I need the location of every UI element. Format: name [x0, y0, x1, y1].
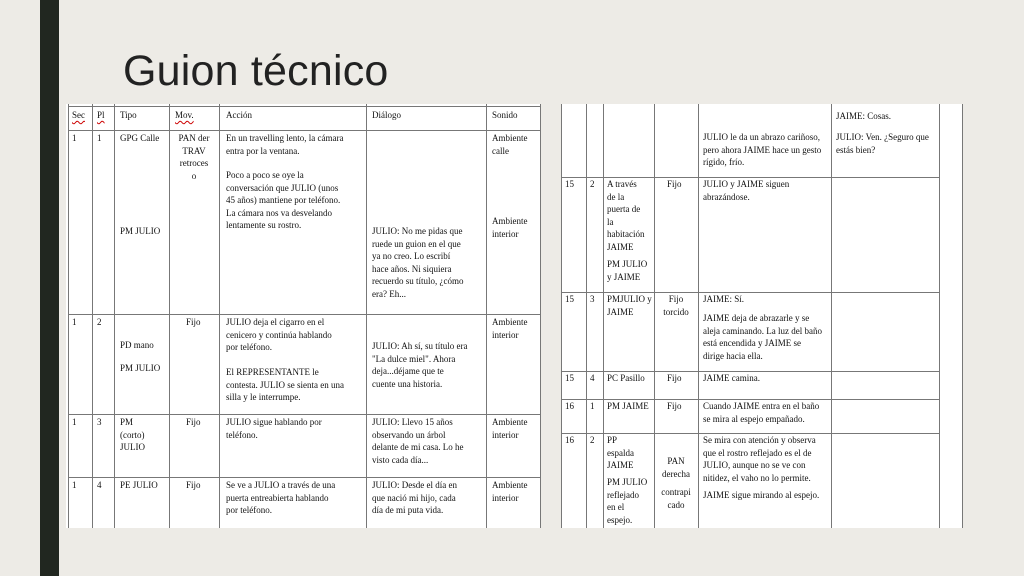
cell-accion-secondary: JAIME deja de abrazarle y se aleja caminando. La luz del baño está encendida y JAIME se dirige hacia ella.	[703, 313, 822, 361]
cell-dialogo: JULIO: No me pidas que ruede un guion en el que ya no creo. Lo escribí hace años. Ni siquiera recuerdo su título, ¿cómo era? Eh...	[372, 226, 464, 299]
slide-title: Guion técnico	[123, 47, 389, 95]
cell-pl: 1	[97, 133, 102, 143]
cell-sec: 16	[565, 401, 574, 411]
cell-tipo-secondary: PM JULIO	[120, 226, 161, 236]
header-mov: Mov.	[175, 110, 194, 120]
cell-mov: Fijo	[186, 480, 201, 490]
cell-sec: 1	[72, 317, 77, 327]
cell-tipo: PP espalda JAIME	[607, 435, 634, 470]
cell-sonido: Ambiente interior	[492, 480, 528, 503]
cell-sonido: Ambiente interior	[492, 417, 528, 440]
header-sec: Sec	[72, 110, 85, 120]
cell-tipo: PC Pasillo	[607, 373, 645, 383]
cell-pl: 2	[590, 179, 595, 189]
cell-mov: Fijo	[186, 317, 201, 327]
cell-pl: 2	[590, 435, 595, 445]
left-accent-bar	[40, 0, 59, 576]
cell-accion: JULIO le da un abrazo cariñoso, pero ahora JAIME hace un gesto rígido, frío.	[703, 132, 822, 167]
cell-mov: Fijo	[667, 373, 682, 383]
cell-dialogo: JAIME: Cosas.	[836, 111, 892, 121]
cell-dialogo: JULIO: Desde el día en que nació mi hijo, cada día de mi puta vida.	[372, 480, 457, 515]
cell-sonido: Ambiente interior	[492, 317, 528, 340]
cell-mov: PAN derecha	[662, 456, 690, 479]
cell-accion: JULIO y JAIME siguen abrazándose.	[703, 179, 790, 202]
cell-sec: 1	[72, 480, 77, 490]
cell-tipo-secondary: PM JULIO reflejado en el espejo.	[607, 477, 648, 525]
cell-accion: JAIME: Sí.	[703, 294, 745, 304]
script-table-left	[66, 104, 541, 528]
cell-tipo: PM (corto) JULIO	[120, 417, 145, 452]
cell-dialogo-secondary: JULIO: Ven. ¿Seguro que estás bien?	[836, 132, 929, 155]
cell-pl: 3	[590, 294, 595, 304]
cell-pl: 4	[590, 373, 595, 383]
header-pl: Pl	[97, 110, 105, 120]
cell-accion-secondary: El REPRESENTANTE le contesta. JULIO se sienta en una silla y le interrumpe.	[226, 367, 344, 402]
cell-tipo-secondary: PM JULIO y JAIME	[607, 259, 648, 282]
cell-mov: Fijo	[667, 401, 682, 411]
cell-tipo: A través de la puerta de la habitación JAIME	[607, 179, 645, 252]
cell-accion: JULIO sigue hablando por teléfono.	[226, 417, 322, 440]
cell-tipo: PE JULIO	[120, 480, 158, 490]
cell-accion: JULIO deja el cigarro en el cenicero y continúa hablando por teléfono.	[226, 317, 332, 352]
header-accion: Acción	[226, 110, 252, 120]
cell-mov: Fijo	[667, 179, 682, 189]
cell-pl: 3	[97, 417, 102, 427]
cell-pl: 4	[97, 480, 102, 490]
cell-tipo: PD mano	[120, 340, 154, 350]
header-tipo: Tipo	[120, 110, 137, 120]
cell-accion-secondary: JAIME sigue mirando al espejo.	[703, 490, 820, 500]
header-dialogo: Diálogo	[372, 110, 401, 120]
cell-tipo: PM JAIME	[607, 401, 649, 411]
cell-mov: Fijo torcido	[663, 294, 689, 317]
cell-sec: 1	[72, 133, 77, 143]
cell-accion: En un travelling lento, la cámara entra por la ventana.	[226, 133, 344, 156]
cell-tipo-secondary: PM JULIO	[120, 363, 161, 373]
cell-pl: 2	[97, 317, 102, 327]
cell-pl: 1	[590, 401, 595, 411]
cell-sonido: Ambiente calle	[492, 133, 528, 156]
cell-accion: JAIME camina.	[703, 373, 760, 383]
cell-tipo: PMJULIO y JAIME	[607, 294, 652, 317]
cell-sec: 15	[565, 373, 574, 383]
cell-sonido-secondary: Ambiente interior	[492, 216, 528, 239]
cell-dialogo: JULIO: Ah sí, su título era "La dulce miel". Ahora deja...déjame que te cuente una historia.	[372, 341, 468, 389]
cell-accion: Se ve a JULIO a través de una puerta entreabierta hablando por teléfono.	[226, 480, 336, 515]
header-sonido: Sonido	[492, 110, 518, 120]
cell-sec: 15	[565, 294, 574, 304]
cell-mov-secondary: contrapi cado	[661, 487, 691, 510]
cell-sec: 16	[565, 435, 574, 445]
cell-sec: 15	[565, 179, 574, 189]
script-table-right	[561, 104, 963, 528]
cell-accion: Se mira con atención y observa que el rostro reflejado es el de JULIO, aunque no se ve con nitidez, el vaho no lo permite.	[703, 435, 816, 483]
cell-mov: PAN der TRAV retroces o	[178, 133, 210, 181]
cell-sec: 1	[72, 417, 77, 427]
cell-mov: Fijo	[186, 417, 201, 427]
cell-accion: Cuando JAIME entra en el baño se mira al espejo empañado.	[703, 401, 820, 424]
cell-dialogo: JULIO: Llevo 15 años observando un árbol delante de mi casa. Lo he visto cada día...	[372, 417, 464, 465]
cell-accion-secondary: Poco a poco se oye la conversación que JULIO (unos 45 años) mantiene por teléfono. La cámara nos va desvelando lentamente su rostro.	[226, 170, 341, 230]
cell-tipo: GPG Calle	[120, 133, 160, 143]
